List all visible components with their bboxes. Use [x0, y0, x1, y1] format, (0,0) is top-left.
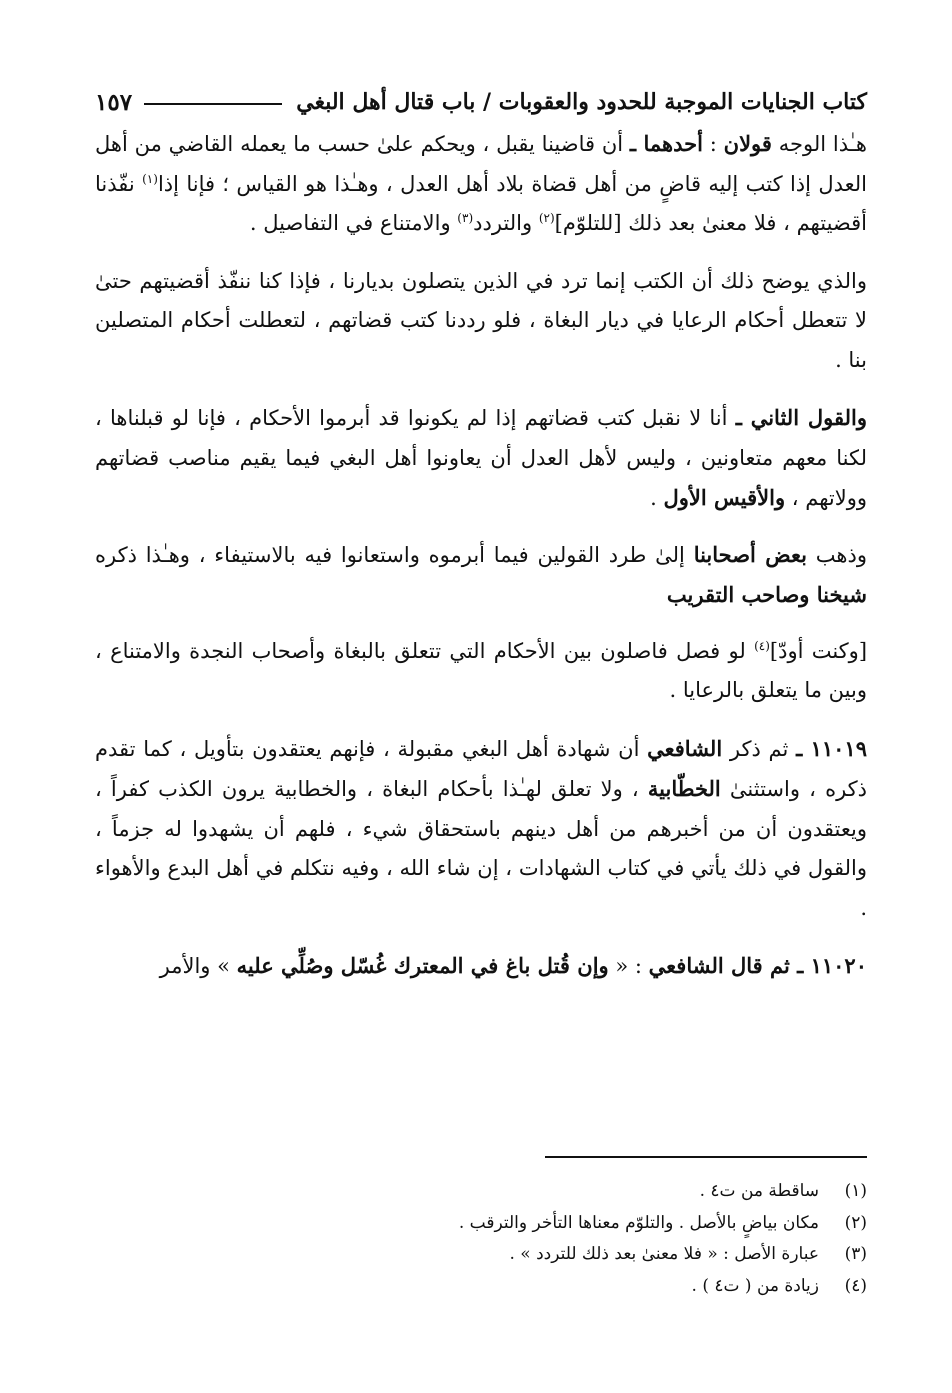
text-span: لو فصل فاصلون بين الأحكام التي تتعلق بالبغاة وأصحاب النجدة والامتناع ، وبين ما يتعلق بالرعايا .: [95, 638, 867, 702]
footnote-separator: [545, 1156, 867, 1158]
text-span: أن شهادة أهل البغي مقبولة ، فإنهم يعتقدون بتأويل ، كما تقدم ذكره ، واستثنىٰ: [95, 736, 868, 801]
footnote-text: زيادة من ( ت٤ ) .: [691, 1275, 819, 1296]
paragraph-6: [95, 729, 867, 929]
footnote-number: (١): [844, 1181, 867, 1201]
running-header: [95, 82, 867, 122]
text-span: » والأمر: [159, 954, 237, 978]
main-text: [95, 124, 867, 1005]
header-rule: [144, 103, 282, 105]
bold-span: والقول الثاني ـ: [735, 405, 867, 430]
paragraph-5: [95, 632, 867, 711]
bold-span: شيخنا وصاحب التقريب: [666, 582, 867, 607]
text-span: أن قاضينا يقبل ، ويحكم علىٰ حسب ما يعمله القاضي من أهل العدل إذا كتب إليه قاضٍ من أهل قضاة بلاد أهل العدل ، وهـٰذا هو القياس ؛ فإنا إذا: [95, 132, 867, 196]
footnote-item: [95, 1208, 867, 1240]
footnote-ref[interactable]: (٣): [457, 211, 474, 225]
text-span: والذي يوضح ذلك أن الكتب إنما ترد في الذين يتصلون بديارنا ، فإذا كنا ننفّذ أقضيتهم حتىٰ لا تتعطل أحكام الرعايا في ديار البغاة ، فلو رددنا كتب قضاتهم ، لتعطلت أحكام المتصلين بنا .: [95, 268, 867, 372]
header-title: كتاب الجنايات الموجبة للحدود والعقوبات / باب قتال أهل البغي: [296, 89, 867, 115]
section-number: ١١٠٢٠ ـ ثم قال الشافعي: [648, 953, 867, 978]
footnote-ref[interactable]: (٢): [538, 211, 555, 225]
footnote-text: ساقطة من ت٤ .: [699, 1181, 819, 1201]
footnote-number: (٤): [844, 1275, 867, 1296]
text-span: :: [702, 132, 724, 156]
paragraph-4: [95, 535, 867, 616]
text-span: أنا لا نقبل كتب قضاتهم إذا لم يكونوا قد أبرموا الأحكام ، فإنا لو قبلناها ، لكنا معهم متعاونين ، وليس لأهل العدل أن يعاونوا أهل البغي فيما يقيم مناصب قضاتهم وولاتهم ،: [95, 406, 867, 510]
footnotes: [95, 1176, 867, 1302]
text-span: ، ولا تعلق لهـٰذا بأحكام البغاة ، والخطابية يرون الكذب كفراً ، ويعتقدون أن من أخبرهم من أهل دينهم باستحقاق شيء ، فلهم أن يشهدوا له جزماً ، والقول في ذلك يأتي في كتاب الشهادات ، إن شاء الله ، وفيه نتكلم في أهل البدع والأهواء .: [95, 777, 867, 920]
text-span: .: [650, 486, 664, 510]
paragraph-7: [95, 946, 867, 987]
text-span: : «: [608, 954, 649, 978]
text-span: وذهب: [807, 542, 867, 567]
bold-span: والأقيس الأول: [663, 485, 786, 510]
footnote-ref[interactable]: (١): [142, 171, 158, 186]
text-span: والتردد: [473, 211, 539, 235]
text-span: ثم ذكر: [722, 736, 797, 761]
bold-span: قولان: [723, 131, 772, 156]
footnote-item: [95, 1239, 867, 1271]
footnote-number: (٣): [844, 1244, 867, 1264]
footnote-text: مكان بياضٍ بالأصل . والتلوّم معناها التأخر والترقب .: [458, 1212, 819, 1233]
bold-span: أحدهما ـ: [629, 131, 703, 156]
bold-span: الشافعي: [647, 735, 723, 761]
footnote-text: عبارة الأصل : « فلا معنىٰ بعد ذلك للتردد » .: [509, 1244, 819, 1264]
footnote-number: (٢): [844, 1212, 867, 1233]
bold-span: وإن قُتل باغ في المعترك غُسّل وصُلِّي عليه: [236, 953, 609, 978]
footnote-ref[interactable]: (٤): [754, 638, 770, 653]
bold-span: الخطّابية: [647, 776, 721, 801]
paragraph-1: [95, 124, 867, 244]
text-span: والامتناع في التفاصيل .: [249, 211, 458, 235]
paragraph-3: [95, 398, 867, 519]
text-span: إلىٰ طرد القولين فيما أبرموه واستعانوا فيه بالاستيفاء ، وهـٰذا ذكره: [95, 542, 694, 567]
paragraph-2: [95, 262, 867, 381]
text-span: [وكنت أودّ]: [769, 638, 868, 663]
text-span: نفّذنا أقضيتهم ، فلا معنىٰ بعد ذلك [للتلوّم]: [95, 171, 867, 235]
text-span: هـٰذا الوجه: [771, 132, 867, 156]
page-number: ١٥٧: [95, 88, 133, 116]
section-number: ١١٠١٩ ـ: [796, 735, 867, 761]
footnote-item: [95, 1176, 867, 1208]
footnote-item: [95, 1271, 867, 1303]
bold-span: بعض أصحابنا: [693, 541, 808, 567]
